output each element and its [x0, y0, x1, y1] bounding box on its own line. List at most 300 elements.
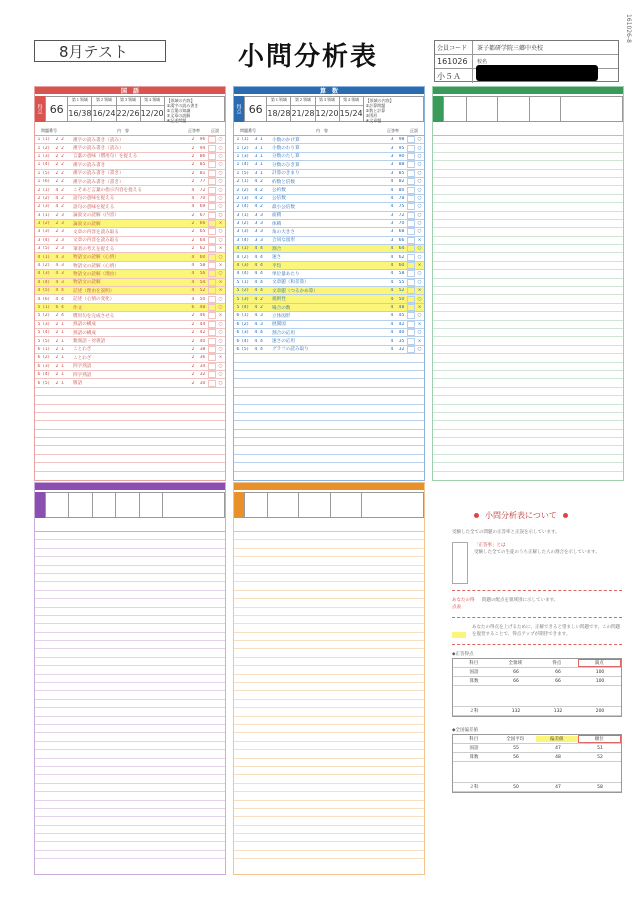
orange-rows — [234, 532, 424, 859]
table-cell: 66 — [513, 669, 519, 675]
table-cell: 1 — [61, 355, 64, 361]
table-row — [433, 396, 623, 404]
rate-bar — [208, 321, 216, 328]
table-cell: 4 — [254, 346, 258, 352]
table-row — [234, 295, 424, 303]
table-cell: 6 — [236, 313, 240, 319]
table-cell: (2) — [43, 263, 50, 269]
table-cell: 2 — [55, 355, 59, 361]
orange-header — [234, 492, 424, 518]
table-cell: 6 — [236, 338, 240, 344]
question-content: 速さの応用 — [272, 339, 295, 345]
table-cell: 4 — [191, 296, 195, 302]
result-mark: × — [417, 288, 422, 294]
table-cell: 1 — [37, 153, 41, 159]
result-mark: × — [218, 221, 223, 227]
table-cell: 2 — [37, 204, 41, 210]
table-row — [35, 826, 225, 834]
table-row — [433, 337, 623, 345]
table-row — [35, 170, 225, 178]
table-cell: 4 — [390, 204, 394, 210]
table-cell: 56 — [513, 754, 519, 760]
table-cell: 4 — [254, 288, 258, 294]
rate-bar — [208, 287, 216, 294]
table-cell: 2 — [191, 170, 195, 176]
table-row — [35, 262, 225, 270]
result-mark: ○ — [417, 346, 422, 352]
result-mark: × — [417, 237, 422, 243]
table-cell: 3 — [61, 271, 64, 277]
table-cell: 2 — [61, 162, 64, 168]
table-cell: 4 — [260, 271, 263, 277]
table-row — [234, 379, 424, 387]
rate-bar — [208, 346, 216, 353]
table-row — [433, 363, 623, 371]
purple-legend — [163, 492, 225, 518]
table-row — [234, 733, 424, 741]
table-cell: 56 — [199, 271, 206, 277]
table-row — [234, 337, 424, 345]
table-row — [35, 245, 225, 253]
table-row — [234, 566, 424, 574]
question-content: こそあど言葉の指示内容を捉える — [73, 188, 142, 194]
table-cell: (3) — [242, 263, 249, 269]
table-cell: 35 — [398, 338, 405, 344]
table-row — [234, 421, 424, 429]
table-row — [35, 792, 225, 800]
table-row — [35, 212, 225, 220]
table-row — [234, 212, 424, 220]
table-row — [35, 683, 225, 691]
table-cell: 4 — [37, 288, 41, 294]
sansu-area-value: 18/28 — [267, 109, 291, 118]
table-row — [35, 591, 225, 599]
question-content: 物語文の読解（心情） — [73, 255, 119, 261]
rate-bar — [407, 237, 415, 244]
table-cell: 2 — [61, 153, 64, 159]
question-content: 四字熟語 — [73, 372, 92, 378]
table-cell: 3 — [61, 246, 64, 252]
table-cell: 3 — [260, 221, 263, 227]
table-cell: 3 — [254, 212, 258, 218]
table-cell: 4 — [55, 288, 59, 294]
sansu-panel — [233, 86, 425, 481]
table-cell: 2 — [55, 162, 59, 168]
question-content: 漢字の読み書き（書き） — [73, 179, 124, 185]
table-cell: 4 — [254, 263, 258, 269]
table-cell: 2 — [37, 195, 41, 201]
table-row — [433, 388, 623, 396]
table-cell: 50 — [513, 784, 519, 790]
table-row — [453, 686, 621, 707]
col-header: 正答率 — [188, 127, 200, 133]
table-row — [433, 413, 623, 421]
sansu-area-value: 15/24 — [339, 109, 363, 118]
table-head: 偏差値 — [536, 736, 578, 742]
kokugo-header — [35, 96, 225, 122]
legend-body: 受験した全ての生徒のうち正解した人の割合を示しています。 — [474, 550, 600, 555]
kokugo-area-label: 第４領域 — [141, 97, 164, 106]
table-cell: 2 — [55, 380, 59, 386]
table-row — [234, 641, 424, 649]
table-row — [234, 599, 424, 607]
table-row — [234, 683, 424, 691]
table-cell: 67 — [199, 212, 206, 218]
question-content: 文章の内容を読み取る — [73, 229, 119, 235]
question-content: 物語文の読解（理由） — [73, 271, 119, 277]
table-row — [234, 455, 424, 463]
test-name: 8月テスト — [59, 43, 128, 61]
table-cell: (3) — [242, 229, 249, 235]
purple-col-header — [35, 522, 225, 532]
table-cell: 4 — [191, 263, 195, 269]
table-row — [234, 591, 424, 599]
result-mark: ○ — [218, 137, 223, 143]
rate-bar — [208, 220, 216, 227]
table-cell: 3 — [254, 162, 258, 168]
table-head: 科目 — [469, 661, 479, 666]
table-cell: (5) — [242, 346, 249, 352]
question-content: 体積 — [272, 221, 282, 227]
table-row — [35, 574, 225, 582]
table-row — [234, 279, 424, 287]
table-cell: 3 — [37, 237, 41, 243]
table-row — [234, 801, 424, 809]
table-cell: 3 — [390, 153, 394, 159]
table-row — [433, 295, 623, 303]
result-mark: ○ — [417, 170, 422, 176]
table-cell: 6 — [37, 355, 41, 361]
rate-bar — [407, 262, 415, 269]
purple-bar — [35, 483, 225, 490]
table-cell: 5 — [37, 305, 41, 310]
table-row — [35, 549, 225, 557]
table-cell: 4 — [191, 279, 195, 285]
table-row — [234, 463, 424, 471]
table-row — [35, 136, 225, 144]
class-value: 小５Ａ — [435, 69, 473, 83]
table-row — [234, 817, 424, 825]
rate-bar — [407, 220, 415, 227]
result-mark: ○ — [218, 271, 223, 277]
purple-rows — [35, 532, 225, 859]
table-cell: (1) — [43, 137, 50, 143]
table-cell: 2 — [236, 204, 240, 210]
table-cell: 2 — [260, 305, 263, 310]
table-cell: 4 — [61, 296, 64, 302]
table-cell: 3 — [260, 229, 263, 235]
table-cell: (2) — [43, 221, 50, 227]
col-header: 問題番号 — [240, 127, 256, 133]
table-row — [35, 733, 225, 741]
table-cell: 4 — [254, 305, 258, 310]
table-cell: 3 — [61, 263, 64, 269]
table-cell: 4 — [191, 204, 195, 210]
table-cell: 50 — [398, 296, 405, 302]
table-cell: 42 — [398, 321, 405, 327]
table-cell: 2 — [55, 170, 59, 176]
table-cell: 3 — [254, 237, 258, 243]
rate-bar — [407, 245, 415, 252]
orange-bar — [234, 483, 424, 490]
table-cell: 3 — [390, 137, 394, 143]
table-cell: 3 — [390, 212, 394, 218]
table-cell: 64 — [398, 246, 405, 252]
table-cell: (2) — [242, 221, 249, 227]
rate-bar — [407, 228, 415, 235]
table-row — [35, 649, 225, 657]
table-cell: 1 — [61, 321, 64, 327]
table-row — [35, 624, 225, 632]
rate-bar — [407, 178, 415, 185]
result-mark: ○ — [218, 372, 223, 378]
table-row — [35, 321, 225, 329]
table-cell: 3 — [37, 221, 41, 227]
page-title: 小問分析表 — [238, 42, 379, 72]
table-row — [433, 371, 623, 379]
table-cell: 4 — [260, 288, 263, 294]
table-cell: 4 — [236, 263, 240, 269]
table-cell: 2 — [37, 187, 41, 193]
table-cell: 2 — [55, 221, 59, 227]
table-cell: 4 — [55, 187, 59, 193]
sansu-area-label: 第４領域 — [340, 97, 363, 106]
table-cell: 3 — [61, 229, 64, 235]
table-cell: 4 — [236, 271, 240, 277]
orange-score — [244, 492, 268, 518]
table-row — [234, 532, 424, 540]
table-cell: 132 — [553, 708, 563, 714]
table-row — [433, 203, 623, 211]
result-mark: ○ — [417, 137, 422, 143]
table-cell: 2 — [191, 330, 195, 336]
rate-bar — [208, 237, 216, 244]
green-rows — [433, 136, 623, 472]
table-cell: 30 — [199, 380, 206, 386]
table-row — [433, 136, 623, 144]
table-cell: 4 — [55, 271, 59, 277]
table-cell: 66 — [555, 678, 561, 684]
result-mark: ○ — [417, 153, 422, 159]
result-mark: ○ — [218, 254, 223, 260]
table-cell: (3) — [43, 229, 50, 235]
kokugo-panel — [34, 86, 226, 481]
table-row — [35, 228, 225, 236]
table-cell: 6 — [37, 372, 41, 378]
question-content: 物語文の読解 — [73, 280, 101, 286]
kokugo-score: 66 — [45, 96, 68, 122]
result-mark: ○ — [417, 221, 422, 227]
table-cell: 4 — [390, 187, 394, 193]
table-cell: 3 — [61, 221, 64, 227]
table-cell: 2 — [55, 372, 59, 378]
table-cell: 2 — [191, 212, 195, 218]
question-content: グラフの読み取り — [272, 347, 309, 353]
question-content: 規則性 — [272, 297, 286, 303]
rate-bar — [208, 304, 216, 311]
table-cell: (2) — [43, 195, 50, 201]
result-mark: ○ — [218, 229, 223, 235]
table-row — [234, 809, 424, 817]
table-cell: 4 — [254, 296, 258, 302]
table-cell: (3) — [43, 271, 50, 277]
table-cell: 2 — [191, 355, 195, 361]
table-cell: 1 — [37, 162, 41, 168]
table-cell: 4 — [260, 246, 263, 252]
table-cell: 4 — [61, 305, 64, 310]
rate-bar — [208, 245, 216, 252]
table-cell: 6 — [37, 380, 41, 386]
table-row — [35, 161, 225, 169]
example-gauge — [452, 542, 468, 584]
about-title: 小問分析表について — [485, 511, 557, 520]
table-row — [35, 312, 225, 320]
table-cell: 66 — [199, 221, 206, 227]
question-content: 単位量あたり — [272, 271, 300, 277]
table-cell: 2 — [260, 179, 263, 185]
table-row — [234, 658, 424, 666]
table-cell: 6 — [236, 346, 240, 352]
table-cell: 4 — [254, 279, 258, 285]
table-cell: 1 — [61, 346, 64, 352]
table-cell: 6 — [37, 346, 41, 352]
col-header: 内 容 — [117, 127, 129, 133]
rate-bar — [208, 153, 216, 160]
result-mark: ○ — [218, 195, 223, 201]
table-cell: 2 — [61, 145, 64, 151]
table-cell: 69 — [199, 204, 206, 210]
table-row — [234, 557, 424, 565]
result-mark: ○ — [417, 212, 422, 218]
table-cell: 2 — [55, 137, 59, 143]
table-cell: 4 — [254, 246, 258, 252]
table-row — [234, 834, 424, 842]
table-row — [35, 675, 225, 683]
table-cell: 3 — [236, 212, 240, 218]
question-content: 作文 — [73, 305, 83, 311]
table-cell: 46 — [199, 313, 206, 319]
question-content: 小数のわり算 — [272, 146, 300, 152]
green-legend — [561, 96, 623, 122]
green-bar — [433, 87, 623, 94]
table-cell: (1) — [242, 179, 249, 185]
result-mark: ○ — [417, 162, 422, 168]
rate-bar — [208, 329, 216, 336]
table-cell: 82 — [398, 179, 405, 185]
question-content: 合同な図形 — [272, 238, 295, 244]
table-cell: 6 — [55, 305, 59, 310]
table-cell: 3 — [37, 246, 41, 252]
table-cell: 55 — [513, 745, 519, 751]
table-row — [234, 413, 424, 421]
table-cell: 4 — [55, 296, 59, 302]
table-cell: 4 — [37, 254, 41, 260]
rate-bar — [208, 161, 216, 168]
table-cell: 47 — [555, 784, 561, 790]
table-cell: 3 — [61, 237, 64, 243]
rate-bar — [208, 354, 216, 361]
table-cell: 2 — [55, 237, 59, 243]
table-cell: 3 — [390, 145, 394, 151]
table-row — [433, 253, 623, 261]
table-cell: 4 — [37, 296, 41, 302]
table-cell: (2) — [43, 145, 50, 151]
table-cell: 4 — [390, 263, 394, 269]
table-cell: 100 — [595, 678, 605, 684]
table-cell: 96 — [199, 137, 206, 143]
table-row — [35, 405, 225, 413]
table-row — [35, 186, 225, 194]
table-row — [35, 413, 225, 421]
table-cell: 85 — [398, 170, 405, 176]
table-cell: 4 — [390, 195, 394, 201]
question-content: 割合 — [272, 246, 282, 252]
table-cell: 4 — [191, 195, 195, 201]
green-cell — [498, 96, 529, 122]
result-mark: ○ — [417, 204, 422, 210]
bullet-icon — [474, 513, 479, 518]
table-cell: 2 — [55, 313, 59, 319]
table-cell: 4 — [390, 321, 394, 327]
table-cell: 4 — [191, 271, 195, 277]
table-cell: 4 — [260, 263, 263, 269]
result-mark: ○ — [218, 380, 223, 386]
table-head: 科目 — [469, 737, 479, 742]
result-mark: ○ — [417, 229, 422, 235]
table-row — [234, 582, 424, 590]
question-content: 小数のかけ算 — [272, 137, 300, 143]
table-cell: 4 — [254, 313, 258, 319]
table-row — [35, 851, 225, 859]
bullet-icon — [563, 513, 568, 518]
table-row — [234, 675, 424, 683]
table-cell: (3) — [43, 153, 50, 159]
table-cell: 2 — [191, 221, 195, 227]
col-header: 内 容 — [316, 127, 328, 133]
table-row — [234, 666, 424, 674]
table-cell: 3 — [37, 212, 41, 218]
kokugo-score-label: 得点 — [35, 96, 45, 122]
result-mark: × — [218, 355, 223, 361]
rate-bar — [208, 262, 216, 269]
result-mark: ○ — [218, 296, 223, 302]
table-cell: 42 — [199, 330, 206, 336]
result-mark: × — [417, 263, 422, 269]
table-cell: 2 — [260, 187, 263, 193]
rate-bar — [208, 312, 216, 319]
table-row — [453, 659, 621, 668]
legend-line: 【領域の内容】 — [365, 98, 394, 103]
table-cell: (2) — [242, 145, 249, 151]
rate-bar — [208, 212, 216, 219]
table-cell: 6 — [37, 363, 41, 369]
table-cell: 4 — [191, 254, 195, 260]
rate-bar — [407, 153, 415, 160]
orange-legend — [362, 492, 424, 518]
table-head: 順位 — [578, 735, 622, 743]
table-row — [35, 421, 225, 429]
table-cell: (1) — [242, 279, 249, 285]
table-row — [433, 321, 623, 329]
table-row — [234, 329, 424, 337]
table-cell: 1 — [61, 363, 64, 369]
rate-bar — [407, 304, 415, 311]
question-content: 論説文の読解 — [73, 221, 101, 227]
table-cell: 90 — [398, 153, 405, 159]
table-row — [453, 753, 621, 762]
kokugo-area-label: 第３領域 — [117, 97, 140, 106]
orange-col-header — [234, 522, 424, 532]
